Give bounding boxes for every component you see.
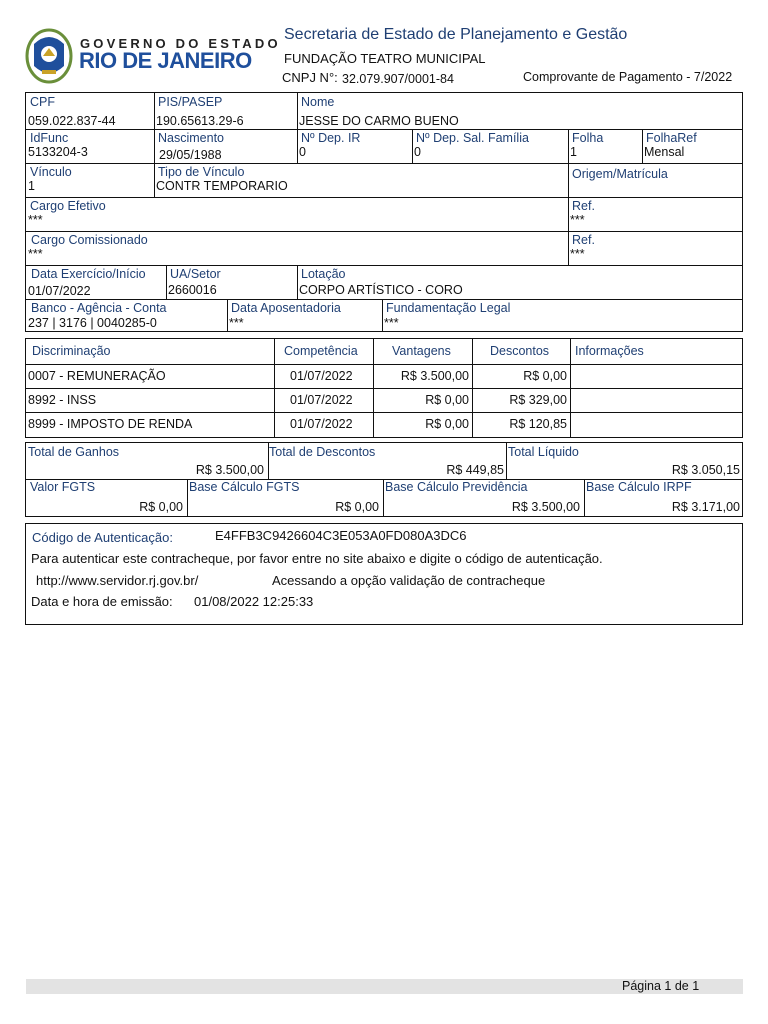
apos-cell	[227, 299, 382, 331]
tipovinc-label: Tipo de Vínculo	[158, 165, 245, 179]
basefgts-label: Base Cálculo FGTS	[189, 480, 300, 494]
depir-label: Nº Dep. IR	[301, 131, 361, 145]
total-liquido-value: R$ 3.050,15	[671, 463, 740, 477]
ref2-value: ***	[570, 247, 585, 261]
pis-value: 190.65613.29-6	[156, 114, 244, 128]
auth-code-value: E4FFB3C9426604C3E053A0FD080A3DC6	[215, 528, 467, 543]
lotacao-value: CORPO ARTÍSTICO - CORO	[299, 283, 463, 297]
fund-cell	[382, 299, 742, 331]
auth-url-hint: Acessando a opção validação de contracheque	[272, 573, 546, 588]
totals-box	[25, 442, 743, 517]
col-discriminacao: Discriminação	[32, 344, 111, 358]
auth-code-label: Código de Autenticação:	[32, 530, 173, 545]
table-row	[26, 388, 742, 413]
idfunc-value: 5133204-3	[28, 145, 88, 159]
ref1-value: ***	[570, 213, 585, 227]
dataex-label: Data Exercício/Início	[31, 267, 146, 281]
col-informacoes: Informações	[575, 344, 644, 358]
total-descontos-value: R$ 449,85	[446, 463, 504, 477]
vinculo-value: 1	[28, 179, 35, 193]
row-vant: R$ 0,00	[425, 417, 469, 431]
baseprev-label: Base Cálculo Previdência	[385, 480, 528, 494]
gov-line-1: GOVERNO DO ESTADO	[80, 36, 281, 51]
folharef-cell	[642, 129, 742, 163]
nome-label: Nome	[301, 95, 335, 109]
baseprev-value: R$ 3.500,00	[511, 500, 580, 514]
depsal-value: 0	[414, 145, 421, 159]
cargocom-cell	[26, 231, 568, 265]
row-desc: 0007 - REMUNERAÇÃO	[28, 369, 166, 383]
cargoef-cell	[26, 197, 568, 231]
apos-value: ***	[229, 316, 244, 330]
fundacao-name: FUNDAÇÃO TEATRO MUNICIPAL	[284, 51, 486, 66]
basefgts-value: R$ 0,00	[335, 500, 379, 514]
row-comp: 01/07/2022	[290, 393, 353, 407]
baseirpf-value: R$ 3.171,00	[671, 500, 740, 514]
banco-value: 237 | 3176 | 0040285-0	[28, 316, 157, 330]
banco-cell	[26, 299, 227, 331]
banco-label: Banco - Agência - Conta	[31, 301, 167, 315]
nome-cell	[297, 93, 742, 129]
auth-box	[25, 523, 743, 625]
employee-info-box	[25, 92, 743, 332]
row-desconto: R$ 329,00	[509, 393, 567, 407]
total-descontos-label: Total de Descontos	[269, 445, 376, 459]
row-vant: R$ 0,00	[425, 393, 469, 407]
nome-value: JESSE DO CARMO BUENO	[299, 114, 459, 128]
footer-bar	[26, 979, 743, 994]
cpf-cell	[26, 93, 154, 129]
emissao-value: 01/08/2022 12:25:33	[194, 594, 314, 609]
folha-cell	[568, 129, 642, 163]
col-descontos: Descontos	[490, 344, 550, 358]
row-comp: 01/07/2022	[290, 369, 353, 383]
row-vant: R$ 3.500,00	[400, 369, 469, 383]
total-ganhos-value: R$ 3.500,00	[195, 463, 264, 477]
state-logo-crest	[24, 26, 74, 84]
depsal-cell	[412, 129, 568, 163]
nasc-value: 29/05/1988	[159, 148, 222, 162]
folharef-value: Mensal	[644, 145, 685, 159]
ua-cell	[166, 265, 297, 299]
cpf-value: 059.022.837-44	[28, 114, 116, 128]
row-desconto: R$ 120,85	[509, 417, 567, 431]
baseirpf-label: Base Cálculo IRPF	[586, 480, 692, 494]
total-liquido-label: Total Líquido	[508, 445, 579, 459]
row-desc: 8999 - IMPOSTO DE RENDA	[28, 417, 193, 431]
ref1-label: Ref.	[572, 199, 595, 213]
ref2-cell	[568, 231, 742, 265]
fgts-value: R$ 0,00	[139, 500, 183, 514]
cnpj-label: CNPJ N°:	[282, 70, 338, 85]
dataex-cell	[26, 265, 166, 299]
apos-label: Data Aposentadoria	[231, 301, 341, 315]
total-ganhos-label: Total de Ganhos	[28, 445, 120, 459]
depsal-label: Nº Dep. Sal. Família	[416, 131, 529, 145]
cargocom-label: Cargo Comissionado	[31, 233, 148, 247]
tipovinc-value: CONTR TEMPORARIO	[156, 179, 288, 193]
emissao-label: Data e hora de emissão:	[31, 594, 173, 609]
cargoef-value: ***	[28, 213, 43, 227]
fund-value: ***	[384, 316, 399, 330]
ua-label: UA/Setor	[170, 267, 221, 281]
table-row	[26, 364, 742, 389]
tipovinc-cell	[154, 163, 568, 197]
col-competencia: Competência	[284, 344, 358, 358]
lotacao-label: Lotação	[301, 267, 346, 281]
auth-url-link[interactable]: http://www.servidor.rj.gov.br/	[36, 573, 199, 588]
idfunc-cell	[26, 129, 154, 163]
comprovante-title: Comprovante de Pagamento - 7/2022	[523, 70, 733, 84]
dataex-value: 01/07/2022	[28, 284, 91, 298]
vinculo-cell	[26, 163, 154, 197]
fgts-label: Valor FGTS	[30, 480, 96, 494]
ua-value: 2660016	[168, 283, 217, 297]
origem-cell	[568, 163, 742, 197]
secretaria-title: Secretaria de Estado de Planejamento e Gestão	[284, 26, 628, 43]
gov-line-2: RIO DE JANEIRO	[79, 48, 252, 73]
idfunc-label: IdFunc	[30, 131, 69, 145]
cargocom-value: ***	[28, 247, 43, 261]
depir-value: 0	[299, 145, 306, 159]
origem-label: Origem/Matrícula	[572, 167, 668, 181]
page-number: Página 1 de 1	[622, 979, 700, 993]
folharef-label: FolhaRef	[646, 131, 697, 145]
ref2-label: Ref.	[572, 233, 595, 247]
cargoef-label: Cargo Efetivo	[30, 199, 106, 213]
auth-instructions: Para autenticar este contracheque, por favor entre no site abaixo e digite o código de autenticação.	[31, 551, 603, 566]
cnpj-value: 32.079.907/0001-84	[342, 72, 454, 86]
row-desc: 8992 - INSS	[28, 393, 97, 407]
folha-label: Folha	[572, 131, 604, 145]
nasc-label: Nascimento	[158, 131, 224, 145]
cpf-label: CPF	[30, 95, 55, 109]
payment-table	[25, 338, 743, 438]
table-header	[26, 339, 742, 365]
vinculo-label: Vínculo	[30, 165, 72, 179]
folha-value: 1	[570, 145, 577, 159]
col-vantagens: Vantagens	[392, 344, 451, 358]
fund-label: Fundamentação Legal	[386, 301, 511, 315]
pis-label: PIS/PASEP	[158, 95, 223, 109]
ref1-cell	[568, 197, 742, 231]
depir-cell	[297, 129, 412, 163]
row-comp: 01/07/2022	[290, 417, 353, 431]
row-desconto: R$ 0,00	[523, 369, 567, 383]
pis-cell	[154, 93, 297, 129]
lotacao-cell	[297, 265, 742, 299]
table-row	[26, 412, 742, 437]
nasc-cell	[154, 129, 297, 163]
